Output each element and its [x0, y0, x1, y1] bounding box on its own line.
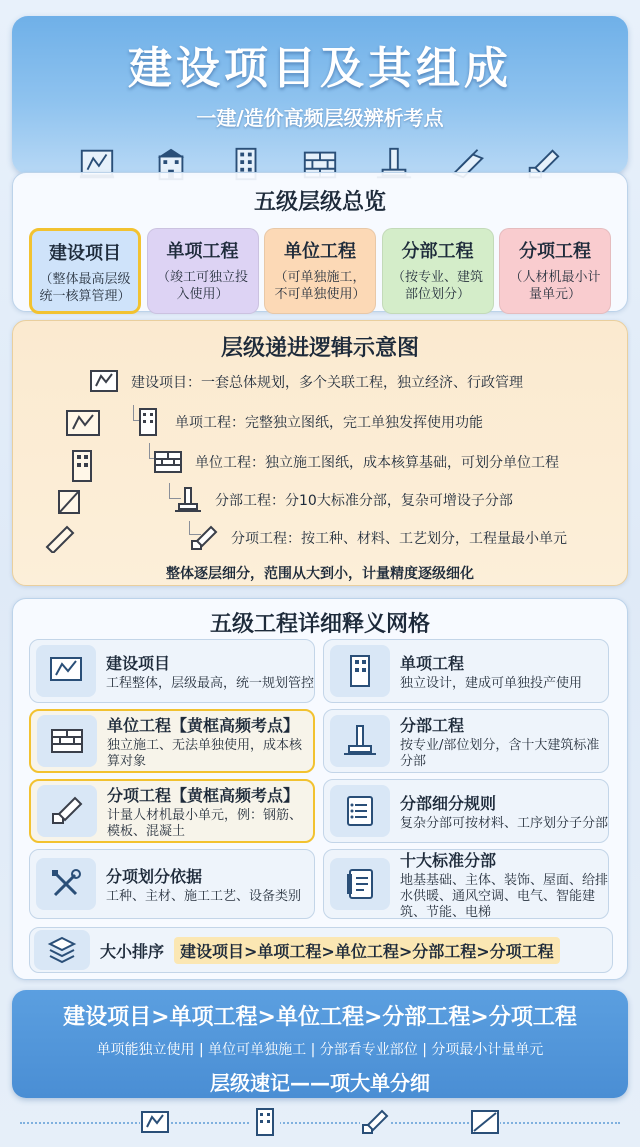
detail-cell-ten-divisions — [323, 849, 609, 919]
blueprint-icon — [140, 1107, 170, 1137]
brick-wall-icon — [49, 723, 85, 759]
cell-icon-box — [330, 785, 390, 837]
detail-cell-rules — [323, 779, 609, 843]
header-banner — [12, 16, 628, 174]
cell-name: 建设项目 — [106, 653, 171, 673]
detail-cell-project — [29, 639, 315, 703]
level-card-unit — [264, 228, 376, 314]
size-order-chain: 建设项目>单项工程>单位工程>分部工程>分项工程 — [174, 937, 560, 964]
detail-cell-unit — [29, 709, 315, 773]
office-icon — [342, 653, 378, 689]
cell-name: 单位工程【黄框高频考点】 — [107, 715, 300, 735]
level-card-item — [499, 228, 611, 314]
cell-icon-box — [37, 785, 97, 837]
cell-icon-box — [34, 930, 90, 970]
level-name: 单位工程 — [284, 241, 356, 262]
detail-cell-division — [323, 709, 609, 773]
level-desc: （竣工可独立投入使用） — [156, 270, 248, 302]
level-name: 分项工程 — [519, 241, 591, 262]
cell-desc: 地基基础、主体、装饰、屋面、给排水供暖、通风空调、电气、智能建筑、节能、电梯 — [400, 872, 609, 920]
level-desc: （整体最高层级统一核算管理） — [39, 272, 131, 304]
logic-row-item — [189, 523, 567, 553]
cell-name: 分部细分规则 — [400, 793, 497, 813]
layers-icon — [46, 934, 78, 966]
cell-desc: 工程整体，层级最高，统一规划管控 — [106, 675, 315, 691]
overview-card — [12, 172, 628, 312]
level-name: 分部工程 — [401, 241, 474, 262]
level-name: 建设项目 — [49, 243, 121, 264]
frame-icon — [55, 487, 85, 517]
level-desc: （可单独施工，不可单独使用） — [274, 270, 366, 302]
handbook-icon — [342, 866, 378, 902]
ruler-icon — [45, 523, 75, 553]
foundation-icon — [342, 723, 378, 759]
cell-desc: 复杂分部可按材料、工序划分子分部 — [400, 815, 609, 831]
foundation-icon — [173, 485, 203, 515]
cell-desc: 工种、主材、施工工艺、设备类别 — [106, 888, 302, 904]
cell-name: 单项工程 — [400, 653, 465, 673]
cell-name: 分项工程【黄框高频考点】 — [107, 785, 300, 805]
logic-row-single — [133, 407, 483, 437]
level-list — [13, 228, 627, 314]
summary-notes: 单项能独立使用 | 单位可单独施工 | 分部看专业部位 | 分项最小计量单元 — [96, 1042, 544, 1058]
level-name: 单项工程 — [166, 241, 239, 262]
blueprint-icon — [89, 367, 119, 397]
detail-cell-single — [323, 639, 609, 703]
level-card-division — [382, 228, 494, 314]
checklist-icon — [342, 793, 378, 829]
cell-icon-box — [36, 858, 96, 910]
office-icon — [65, 449, 99, 483]
footer-icon-row — [0, 1102, 640, 1142]
cell-desc: 独立施工、无法单独使用，成本核算对象 — [107, 737, 303, 769]
cell-name: 分项划分依据 — [106, 866, 203, 886]
steel-beams-icon — [360, 1107, 390, 1137]
office-icon — [250, 1107, 280, 1137]
cell-desc: 独立设计，建成可单独投产使用 — [400, 675, 583, 691]
ruler-blueprint-icon — [470, 1107, 500, 1137]
cell-icon-box — [330, 715, 390, 767]
cell-desc: 按专业/部位划分，含十大建筑标准分部 — [400, 737, 600, 769]
level-card-single — [147, 228, 259, 314]
blueprint-icon — [63, 407, 103, 443]
logic-row-division — [173, 485, 513, 515]
cell-name: 分部工程 — [400, 715, 465, 735]
page-subtitle: 一建/造价高频层级辨析考点 — [196, 106, 444, 130]
cell-desc: 计量人材机最小单元，例：钢筋、模板、混凝土 — [107, 807, 303, 839]
cell-name: 十大标准分部 — [400, 850, 497, 870]
summary-mnemonic: 层级速记——项大单分细 — [210, 1071, 430, 1095]
steel-beams-icon — [189, 523, 219, 553]
logic-row-text: 分项工程：按工种、材料、工艺划分，工程量最小单元 — [231, 531, 567, 547]
logic-footer: 整体逐层细分，范围从大到小，计量精度逐级细化 — [166, 566, 474, 582]
logic-row-unit — [153, 447, 559, 477]
page-title: 建设项目及其组成 — [128, 43, 512, 94]
office-icon — [133, 407, 163, 437]
logic-row-text: 单位工程：独立施工图纸，成本核算基础，可划分单位工程 — [195, 455, 559, 471]
logic-card — [12, 320, 628, 586]
overview-title: 五级层级总览 — [253, 190, 386, 215]
cell-icon-box — [330, 858, 390, 910]
logic-row-text: 单项工程：完整独立图纸，完工单独发挥使用功能 — [175, 415, 483, 431]
logic-row-text: 分部工程：分10大标准分部，复杂可增设子分部 — [215, 493, 513, 509]
level-card-project — [29, 228, 141, 314]
brick-wall-icon — [153, 447, 183, 477]
size-order-row — [29, 927, 613, 973]
logic-title: 层级递进逻辑示意图 — [220, 336, 419, 361]
size-order-label: 大小排序 — [100, 941, 165, 961]
blueprint-icon — [48, 653, 84, 689]
detail-cell-item — [29, 779, 315, 843]
cell-icon-box — [37, 715, 97, 767]
tools-icon — [48, 866, 84, 902]
cell-icon-box — [330, 645, 390, 697]
summary-chain: 建设项目>单项工程>单位工程>分部工程>分项工程 — [63, 1005, 577, 1030]
steel-beams-icon — [49, 793, 85, 829]
cell-icon-box — [36, 645, 96, 697]
level-desc: （人材机最小计量单元） — [509, 270, 601, 302]
summary-banner — [12, 990, 628, 1098]
detail-card — [12, 598, 628, 980]
level-desc: （按专业、建筑部位划分） — [391, 270, 483, 302]
logic-row-project — [89, 367, 523, 397]
detail-cell-basis — [29, 849, 315, 919]
detail-title: 五级工程详细释义网格 — [209, 612, 430, 637]
logic-row-text: 建设项目：一套总体规划，多个关联工程，独立经济、行政管理 — [131, 375, 523, 391]
